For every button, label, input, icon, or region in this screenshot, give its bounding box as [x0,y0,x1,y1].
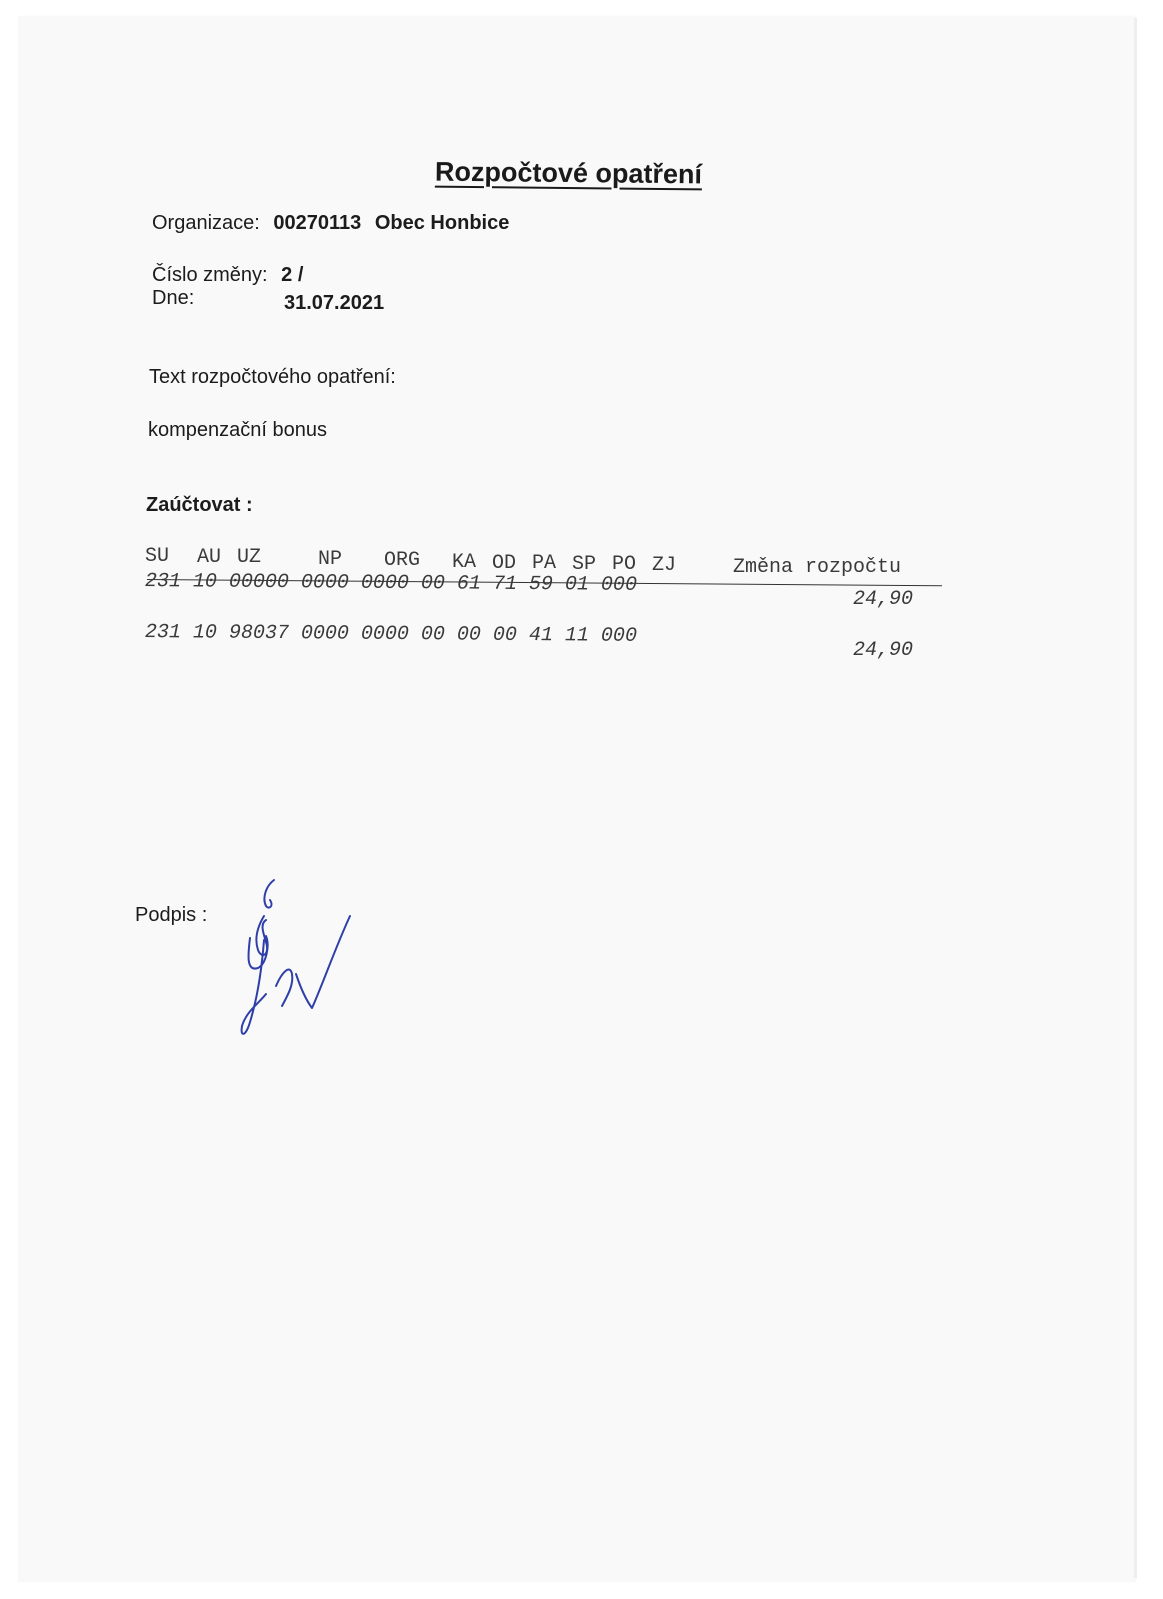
column-header-pa: PA [532,552,557,575]
text-section-value: kompenzační bonus [148,419,328,441]
date-label: Dne: [152,287,195,309]
change-number-label: Číslo změny: [152,264,268,286]
organization-name: Obec Honbice [374,212,510,234]
posting-label: Zaúčtovat : [146,494,253,516]
change-number-value: 2 / [281,264,304,286]
document-title: Rozpočtové opatření [434,156,703,190]
column-header-ka: KA [452,551,477,574]
paper-sheet [18,16,1136,1582]
column-header-org: ORG [384,549,421,572]
row-amount: 24,90 [853,639,914,662]
column-header-zj: ZJ [652,554,677,577]
date-value: 31.07.2021 [284,292,385,314]
row-amount: 24,90 [853,588,914,611]
organization-label: Organizace: [152,212,260,234]
column-header-po: PO [612,553,637,576]
text-section-label: Text rozpočtového opatření: [149,366,396,388]
organization-ico: 00270113 [273,212,362,234]
column-header-od: OD [492,552,517,575]
column-header-change: Změna rozpočtu [733,556,902,579]
table-row: 231 10 00000 0000 0000 00 61 71 59 01 000 [144,570,638,597]
change-number-line [152,264,303,287]
handwritten-signature [236,876,356,1046]
column-header-uz: UZ [237,546,262,569]
paper-edge [1134,18,1137,1578]
signature-label: Podpis : [135,904,208,926]
table-row: 231 10 98037 0000 0000 00 00 00 41 11 000 [144,621,638,648]
organization-line [152,212,509,235]
column-header-np: NP [318,548,343,571]
column-header-sp: SP [572,553,597,576]
column-header-su: SU [145,545,170,568]
column-header-au: AU [197,546,222,569]
